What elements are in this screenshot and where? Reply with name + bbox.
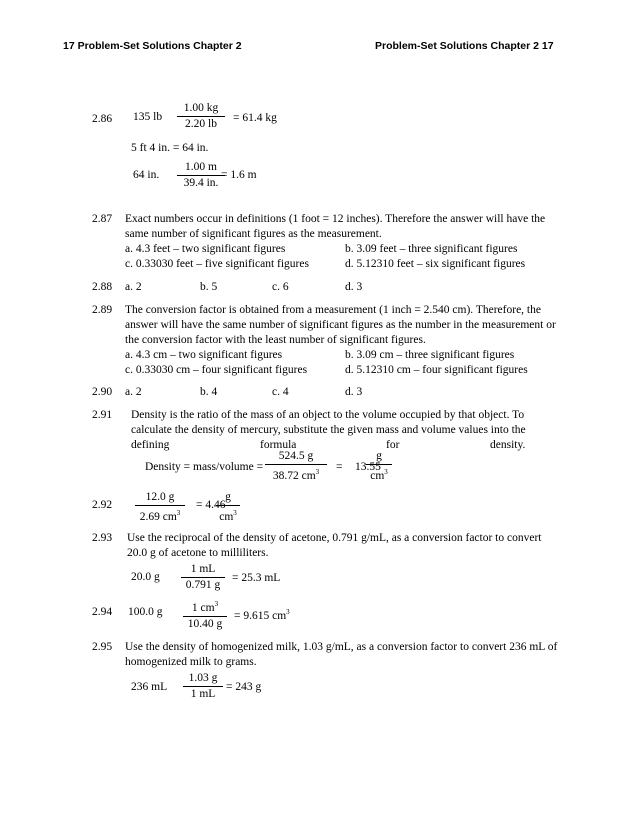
density-fraction [265,449,327,484]
result: = 25.3 mL [232,572,281,584]
text-word: density. [490,439,526,451]
fraction-numerator: 12.0 g [135,490,185,506]
denominator-text: cm [370,470,385,482]
quantity: 20.0 g [131,571,160,583]
answer-c: c. 0.33030 cm – four significant figures [125,364,308,376]
conversion-factor [183,671,223,702]
problem-number: 2.87 [92,213,113,225]
text-line: Use the reciprocal of the density of acetone, 0.791 g/mL, as a conversion factor to convert [127,532,542,544]
exponent: 3 [286,608,290,616]
fraction-denominator [216,506,240,525]
fraction-denominator: 0.791 g [185,579,221,591]
text-line: answer will have the same number of significant figures as the number in the measurement or [125,319,556,331]
fraction-denominator [135,506,185,525]
denominator-text: 2.69 cm [139,511,177,523]
answer-a: a. 4.3 feet – two significant figures [125,243,286,255]
unit-fraction [216,490,240,525]
problem-number: 2.89 [92,304,113,316]
text-line: Exact numbers occur in definitions (1 foot = 12 inches). Therefore the answer will have the [125,213,546,225]
answer-c: c. 6 [272,281,289,293]
result: 13.55 [355,461,381,473]
text-line: the conversion factor with the least number of significant figures. [125,334,426,346]
equals-sign: = [336,461,343,473]
text-line: calculate the density of mercury, substitute the given mass and volume values into the [131,424,526,436]
answer-b: b. 3.09 cm – three significant figures [345,349,515,361]
quantity: 100.0 g [128,606,163,618]
exponent: 3 [315,468,320,476]
problem-number: 2.93 [92,532,113,544]
quantity: 64 in. [133,169,160,181]
fraction-denominator: 1 mL [190,688,216,700]
fraction-numerator: g [216,490,240,506]
text-line: Use the density of homogenized milk, 1.03 g/mL, as a conversion factor to convert 236 mL of [125,641,558,653]
problem-number: 2.95 [92,641,113,653]
result: = 4.46 [196,499,226,511]
problem-number: 2.88 [92,281,113,293]
exponent: 3 [233,509,237,517]
text-word: defining [131,439,170,451]
problem-number: 2.86 [92,113,113,125]
result [234,605,290,624]
fraction-numerator: 1.03 g [183,671,223,687]
text-word: formula [260,439,297,451]
answer-c: c. 4 [272,386,289,398]
unit-fraction [366,449,392,484]
denominator-text: cm [219,511,234,523]
result: = 61.4 kg [233,112,277,124]
fraction-numerator: g [366,449,392,465]
density-formula: Density = mass/volume = [145,461,264,473]
answer-d: d. 5.12310 feet – six significant figures [345,258,526,270]
exponent: 3 [214,600,219,608]
text-word: for [386,439,400,451]
answer-d: d. 3 [345,386,363,398]
fraction-numerator: 1.00 kg [177,101,225,117]
result: = 1.6 m [221,169,257,181]
exponent: 3 [176,509,181,517]
answer-a: a. 2 [125,281,142,293]
problem-number: 2.90 [92,386,113,398]
header-left: 17 Problem-Set Solutions Chapter 2 [63,40,242,52]
answer-d: d. 5.12310 cm – four significant figures [345,364,528,376]
answer-b: b. 5 [200,281,218,293]
quantity: 135 lb [133,111,163,123]
conversion-factor [181,562,225,593]
text-line: The conversion factor is obtained from a measurement (1 inch = 2.540 cm). Therefore, the [125,304,541,316]
fraction-numerator: 524.5 g [265,449,327,465]
fraction-denominator [265,465,327,484]
statement: 5 ft 4 in. = 64 in. [131,142,209,154]
problem-number: 2.94 [92,606,113,618]
problem-number: 2.91 [92,409,113,421]
fraction-numerator: 1 mL [181,562,225,578]
result-text: = 9.615 cm [234,610,287,622]
conversion-factor [183,597,227,632]
conversion-factor [177,160,225,191]
exponent: 3 [384,468,388,476]
result: = 243 g [226,681,262,693]
fraction-denominator: 2.20 lb [185,118,217,130]
answer-a: a. 2 [125,386,142,398]
fraction-denominator: 39.4 in. [183,177,219,189]
problem-number: 2.92 [92,499,113,511]
fraction-numerator [183,597,227,617]
denominator-text: 38.72 cm [272,470,316,482]
answer-b: b. 3.09 feet – three significant figures [345,243,518,255]
text-line: 20.0 g of acetone to milliliters. [127,547,269,559]
text-line: Density is the ratio of the mass of an object to the volume occupied by that object. To [131,409,525,421]
density-fraction [135,490,185,525]
answer-d: d. 3 [345,281,363,293]
numerator-text: 1 cm [191,602,215,614]
conversion-factor [177,101,225,132]
quantity: 236 mL [131,681,168,693]
fraction-numerator: 1.00 m [177,160,225,176]
answer-a: a. 4.3 cm – two significant figures [125,349,283,361]
fraction-denominator [366,465,392,484]
answer-c: c. 0.33030 feet – five significant figures [125,258,309,270]
fraction-denominator: 10.40 g [187,618,223,630]
text-line: homogenized milk to grams. [125,656,257,668]
header-right: Problem-Set Solutions Chapter 2 17 [375,40,554,52]
text-line: same number of significant figures as the measurement. [125,228,382,240]
answer-b: b. 4 [200,386,218,398]
